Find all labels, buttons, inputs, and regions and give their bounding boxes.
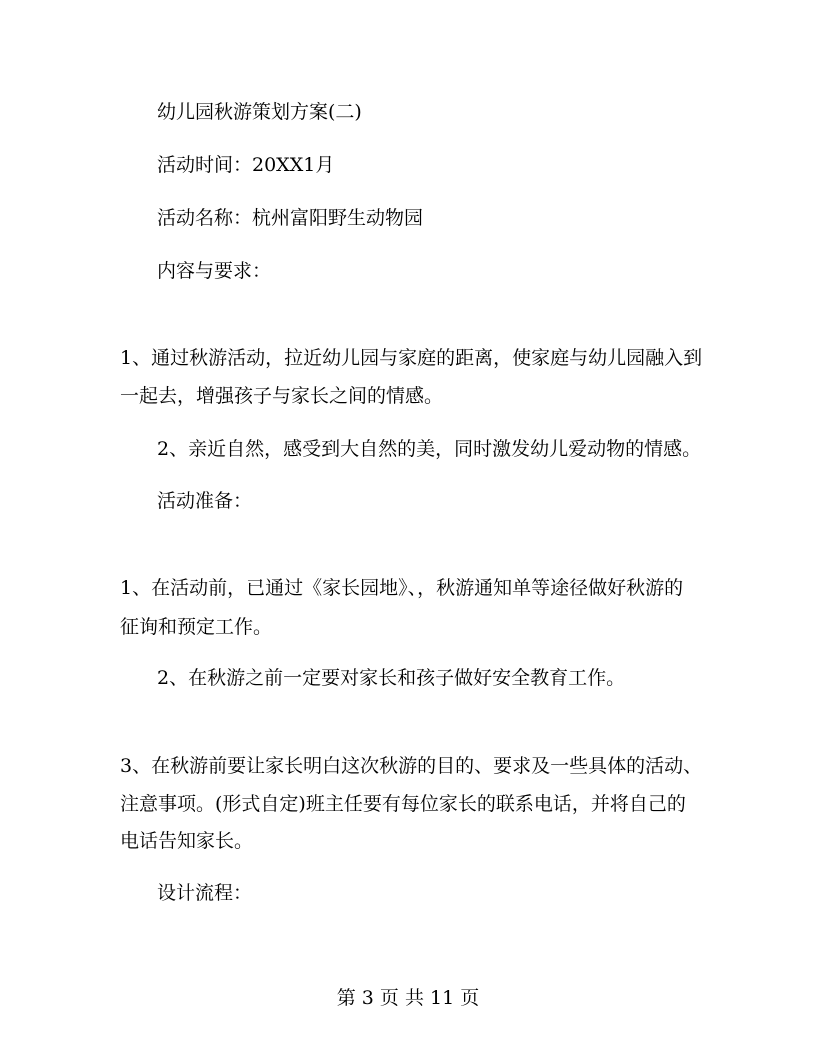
content-heading: 内容与要求：: [157, 260, 272, 282]
prep3-line1: 3、在秋游前要让家长明白这次秋游的目的、要求及一些具体的活动、: [120, 755, 703, 777]
page-footer: 第 3 页 共 11 页: [336, 987, 480, 1009]
document-title: 幼儿园秋游策划方案(二): [157, 101, 362, 123]
prep2: 2、在秋游之前一定要对家长和孩子做好安全教育工作。: [157, 667, 626, 689]
prep1-line2: 征询和预定工作。: [120, 616, 273, 638]
item1-line2: 一起去，增强孩子与家长之间的情感。: [120, 385, 444, 407]
activity-time: 活动时间：20XX1月: [157, 154, 335, 176]
prep3-line2: 注意事项。(形式自定)班主任要有每位家长的联系电话，并将自己的: [120, 793, 686, 815]
item1-line1: 1、通过秋游活动，拉近幼儿园与家庭的距离，使家庭与幼儿园融入到: [120, 347, 703, 369]
prep1-line1: 1、在活动前，已通过《家长园地》、，秋游通知单等途径做好秋游的: [120, 577, 684, 599]
prep3-line3: 电话告知家长。: [120, 830, 254, 852]
prep-heading: 活动准备：: [157, 490, 253, 512]
design-heading: 设计流程：: [157, 882, 253, 904]
item2: 2、亲近自然，感受到大自然的美，同时激发幼儿爱动物的情感。: [157, 438, 702, 460]
activity-name: 活动名称：杭州富阳野生动物园: [157, 207, 424, 229]
